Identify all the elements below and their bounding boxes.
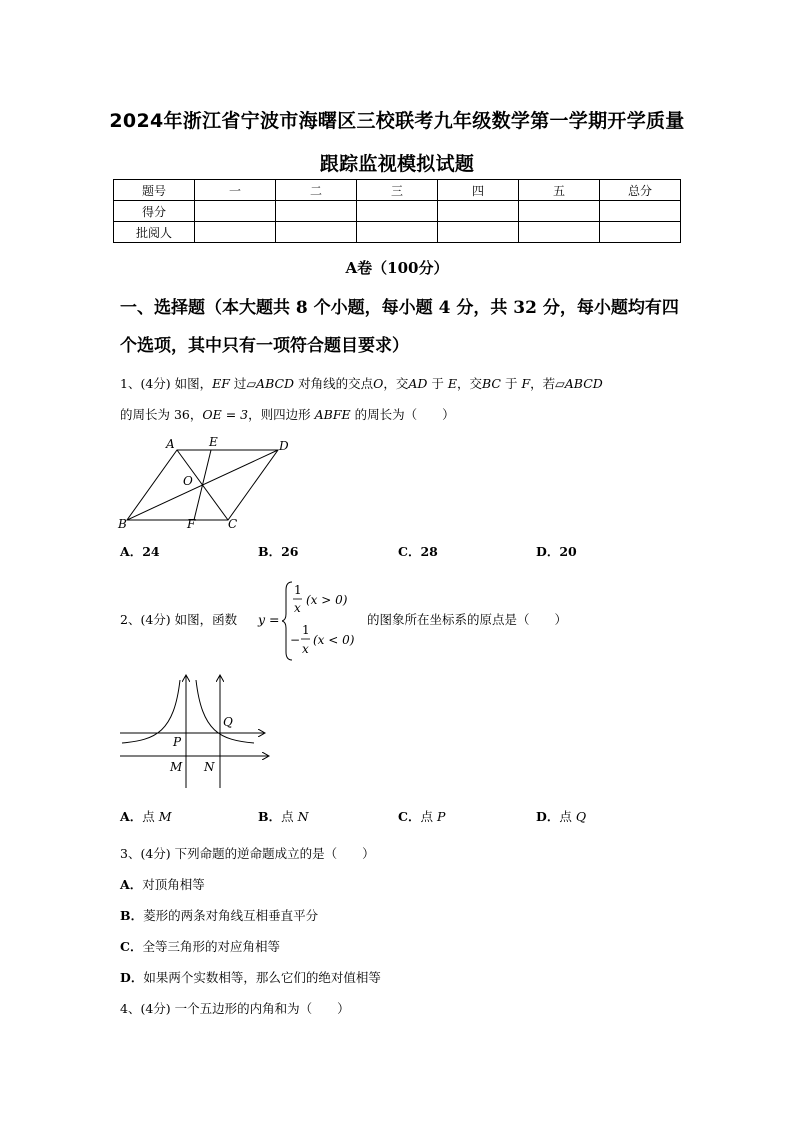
table-cell[interactable] (357, 222, 438, 243)
table-cell: 批阅人 (114, 222, 195, 243)
label-n: N (204, 760, 215, 774)
table-cell[interactable] (438, 201, 519, 222)
table-cell[interactable] (519, 222, 600, 243)
q1-option-d[interactable]: D．20 (536, 544, 577, 559)
case1-num: 1 (294, 583, 302, 597)
q3-option-c[interactable]: C．全等三角形的对应角相等 (120, 939, 280, 954)
label-e: E (209, 435, 218, 449)
q3-option-d[interactable]: D．如果两个实数相等，那么它们的绝对值相等 (120, 970, 381, 985)
label-m: M (170, 760, 183, 774)
q1-option-c[interactable]: C．28 (398, 544, 438, 559)
score-table (113, 179, 681, 243)
table-cell: 五 (519, 180, 600, 201)
case2-num: 1 (302, 623, 310, 637)
table-row (114, 180, 681, 201)
piecewise-brace (282, 578, 372, 664)
table-cell: 三 (357, 180, 438, 201)
segment-ef (194, 450, 211, 520)
table-cell[interactable] (600, 201, 681, 222)
q1-option-a[interactable]: A．24 (120, 544, 160, 559)
case2-sign: − (290, 633, 301, 647)
label-o: O (183, 474, 193, 488)
section-1-heading: 一、选择题（本大题共 8 个小题，每小题 4 分，共 32 分，每小题均有四个选项，其中只有一项符合题目要求） (120, 298, 679, 356)
q1-option-b[interactable]: B．26 (258, 544, 299, 559)
q2-option-b[interactable]: B．点 N (258, 809, 309, 824)
q1-stem-line1: 1、(4分) 如图，EF 过▱ABCD 对角线的交点O，交AD 于 E，交BC 于 F，若▱ABCD (120, 376, 603, 391)
q2-option-a[interactable]: A．点 M (120, 809, 172, 824)
q2-stem-post: 的图象所在坐标系的原点是（ ） (367, 612, 568, 627)
table-cell: 得分 (114, 201, 195, 222)
label-b: B (118, 517, 127, 531)
q2-option-d[interactable]: D．点 Q (536, 809, 587, 824)
label-q: Q (223, 715, 233, 729)
exam-title-line1: 2024年浙江省宁波市海曙区三校联考九年级数学第一学期开学质量 (109, 110, 685, 132)
table-cell[interactable] (195, 222, 276, 243)
q3-option-b[interactable]: B．菱形的两条对角线互相垂直平分 (120, 908, 319, 923)
case1-den: x (294, 601, 301, 615)
q2-y-eq: y = (258, 612, 280, 627)
label-f: F (187, 517, 196, 531)
label-p: P (173, 735, 182, 749)
label-a: A (166, 437, 175, 451)
table-cell[interactable] (276, 222, 357, 243)
table-cell: 一 (195, 180, 276, 201)
exam-title-line2: 跟踪监视模拟试题 (319, 153, 475, 175)
table-cell[interactable] (195, 201, 276, 222)
q1-stem-line2: 的周长为 36，OE = 3，则四边形 ABFE 的周长为（ ） (120, 407, 455, 422)
label-c: C (228, 517, 238, 531)
curve-right (196, 680, 254, 743)
table-cell[interactable] (276, 201, 357, 222)
q2-stem-pre: 2、(4分) 如图，函数 (120, 612, 238, 627)
section-a-heading: A卷（100分） (345, 259, 449, 277)
label-d: D (279, 439, 289, 453)
curve-left (122, 680, 180, 743)
case2-cond: (x < 0) (313, 633, 355, 647)
table-cell: 总分 (600, 180, 681, 201)
table-cell: 二 (276, 180, 357, 201)
table-cell[interactable] (600, 222, 681, 243)
q3-stem: 3、(4分) 下列命题的逆命题成立的是（ ） (120, 846, 375, 861)
table-cell[interactable] (519, 201, 600, 222)
q3-option-a[interactable]: A．对顶角相等 (120, 877, 205, 892)
case1-cond: (x > 0) (306, 593, 348, 607)
table-cell[interactable] (357, 201, 438, 222)
q4-stem: 4、(4分) 一个五边形的内角和为（ ） (120, 1001, 350, 1016)
hyperbola-figure (116, 672, 276, 792)
parallelogram-figure (110, 432, 300, 532)
table-cell[interactable] (438, 222, 519, 243)
table-row (114, 201, 681, 222)
case2-den: x (302, 642, 309, 656)
table-cell: 四 (438, 180, 519, 201)
q2-option-c[interactable]: C．点 P (398, 809, 446, 824)
table-cell: 题号 (114, 180, 195, 201)
table-row (114, 222, 681, 243)
